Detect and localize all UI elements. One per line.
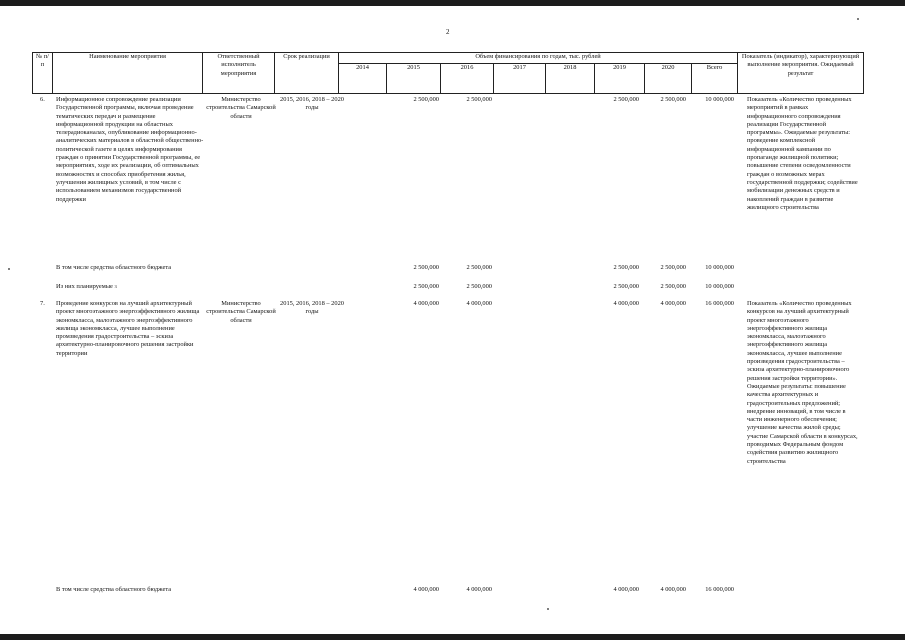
value-total: 16 000,000 bbox=[705, 586, 734, 593]
value-2019: 2 500,000 bbox=[613, 283, 639, 290]
activity-name: Проведение конкурсов на лучший архитектурный проект многоэтажного энергоэффективного жилища экономкласса, малоэтажного энергоэффективного жилища экономкласса, лучшее выполнение промзведения градостроительства – эскиза архитектурно-планировочного решения застройки территории bbox=[56, 300, 200, 357]
value-total: 16 000,000 bbox=[705, 300, 734, 307]
responsible: Министерство строительства Самарской области bbox=[206, 300, 276, 324]
subtotal-label: В том числе средства областного бюджета bbox=[56, 586, 172, 593]
term: 2015, 2016, 2018 – 2020 годы bbox=[280, 300, 344, 316]
value-total: 10 000,000 bbox=[705, 283, 734, 290]
row-number: 7. bbox=[40, 300, 45, 307]
value-2019: 2 500,000 bbox=[613, 264, 639, 271]
scan-bottom-border bbox=[0, 634, 905, 640]
header-year: 2016 bbox=[441, 64, 494, 94]
value-total: 10 000,000 bbox=[705, 96, 734, 103]
planned-label-wrap bbox=[56, 283, 336, 291]
header-total: Всего bbox=[692, 64, 738, 94]
responsible: Министерство строительства Самарской области bbox=[206, 96, 276, 120]
value-2015: 2 500,000 bbox=[413, 264, 439, 271]
financing-table-header bbox=[32, 52, 864, 94]
header-no: № п/п bbox=[33, 53, 53, 94]
scan-speck bbox=[547, 608, 549, 610]
value-2016: 4 000,000 bbox=[466, 586, 492, 593]
value-2020: 2 500,000 bbox=[660, 283, 686, 290]
value-2015: 2 500,000 bbox=[413, 283, 439, 290]
indicator-text: Показатель «Количество проведенных мероприятий в рамках информационного сопровождения реализации Государственной программы». Ожидаемые результаты: проведение комплексной информационной кампании по пропаганде жилищной политики; повышение степени осведомленности граждан о возможных мерах государственной поддержки; содействие мобилизации денежных средств и накоплений граждан в развитие жилищного строительства bbox=[747, 96, 858, 211]
footnote-mark: 3 bbox=[114, 284, 117, 289]
header-term: Срок реализации bbox=[275, 53, 339, 94]
header-indicator: Показатель (индикатор), характеризующий выполнение мероприятия. Ожидаемый результат bbox=[738, 53, 864, 94]
value-2020: 4 000,000 bbox=[660, 586, 686, 593]
value-2015: 2 500,000 bbox=[413, 96, 439, 103]
row-number: 6. bbox=[40, 96, 45, 103]
term: 2015, 2016, 2018 – 2020 годы bbox=[280, 96, 344, 112]
value-2016: 2 500,000 bbox=[466, 96, 492, 103]
header-name: Наименование мероприятия bbox=[53, 53, 203, 94]
value-2020: 4 000,000 bbox=[660, 300, 686, 307]
page-number: 2 bbox=[446, 28, 450, 36]
header-year: 2014 bbox=[339, 64, 387, 94]
value-2015: 4 000,000 bbox=[413, 586, 439, 593]
header-year: 2017 bbox=[494, 64, 546, 94]
header-finance: Объем финансирования по годам, тыс. рублей bbox=[339, 53, 738, 64]
header-year: 2019 bbox=[595, 64, 645, 94]
value-2020: 2 500,000 bbox=[660, 264, 686, 271]
value-2016: 2 500,000 bbox=[466, 283, 492, 290]
header-year: 2018 bbox=[546, 64, 595, 94]
header-year: 2020 bbox=[645, 64, 692, 94]
scan-top-border bbox=[0, 0, 905, 6]
scan-speck bbox=[8, 268, 10, 270]
scan-speck bbox=[857, 18, 859, 20]
value-2019: 4 000,000 bbox=[613, 586, 639, 593]
activity-name: Информационное сопровождение реализации Государственной программы, включая проведение тематических передач и размещение информационной продукции на областных телерадиоканалах, опубликование информационно-аналитических материалов в областной общественно-политической газете в целях информирования граждан о принятии Государственной программы, ее мероприятиях, ходе их реализации, об оптимальных возможностях и способах приобретения жилья, улучшения жилищных условий, в том числе с использованием механизмов государственной поддержки bbox=[56, 96, 204, 203]
value-2020: 2 500,000 bbox=[660, 96, 686, 103]
indicator-text: Показатель «Количество проведенных конкурсов на лучший архитектурный проект многоэтажного энергоэффективного жилища экономкласса, малоэтажного энергоэффективного жилища экономкласса, лучшее выполнение произведения градостроительства – эскиза архитектурно-планировочного решения застройки территории». Ожидаемые результаты: повышение качества архитектурных и градостроительных предложений; внедрение инноваций, в том числе в части инженерного обеспечения; улучшение качества жилой среды; участие Самарской области в конкурсах, проводимых Федеральным фондом содействия развитию жилищного строительства bbox=[747, 300, 858, 465]
value-2016: 4 000,000 bbox=[466, 300, 492, 307]
value-2019: 4 000,000 bbox=[613, 300, 639, 307]
header-resp: Ответственный исполнитель мероприятия bbox=[203, 53, 275, 94]
value-2016: 2 500,000 bbox=[466, 264, 492, 271]
subtotal-label: В том числе средства областного бюджета bbox=[56, 264, 172, 271]
value-total: 10 000,000 bbox=[705, 264, 734, 271]
header-year: 2015 bbox=[387, 64, 441, 94]
planned-label: Из них планируемые bbox=[56, 283, 113, 290]
value-2019: 2 500,000 bbox=[613, 96, 639, 103]
value-2015: 4 000,000 bbox=[413, 300, 439, 307]
